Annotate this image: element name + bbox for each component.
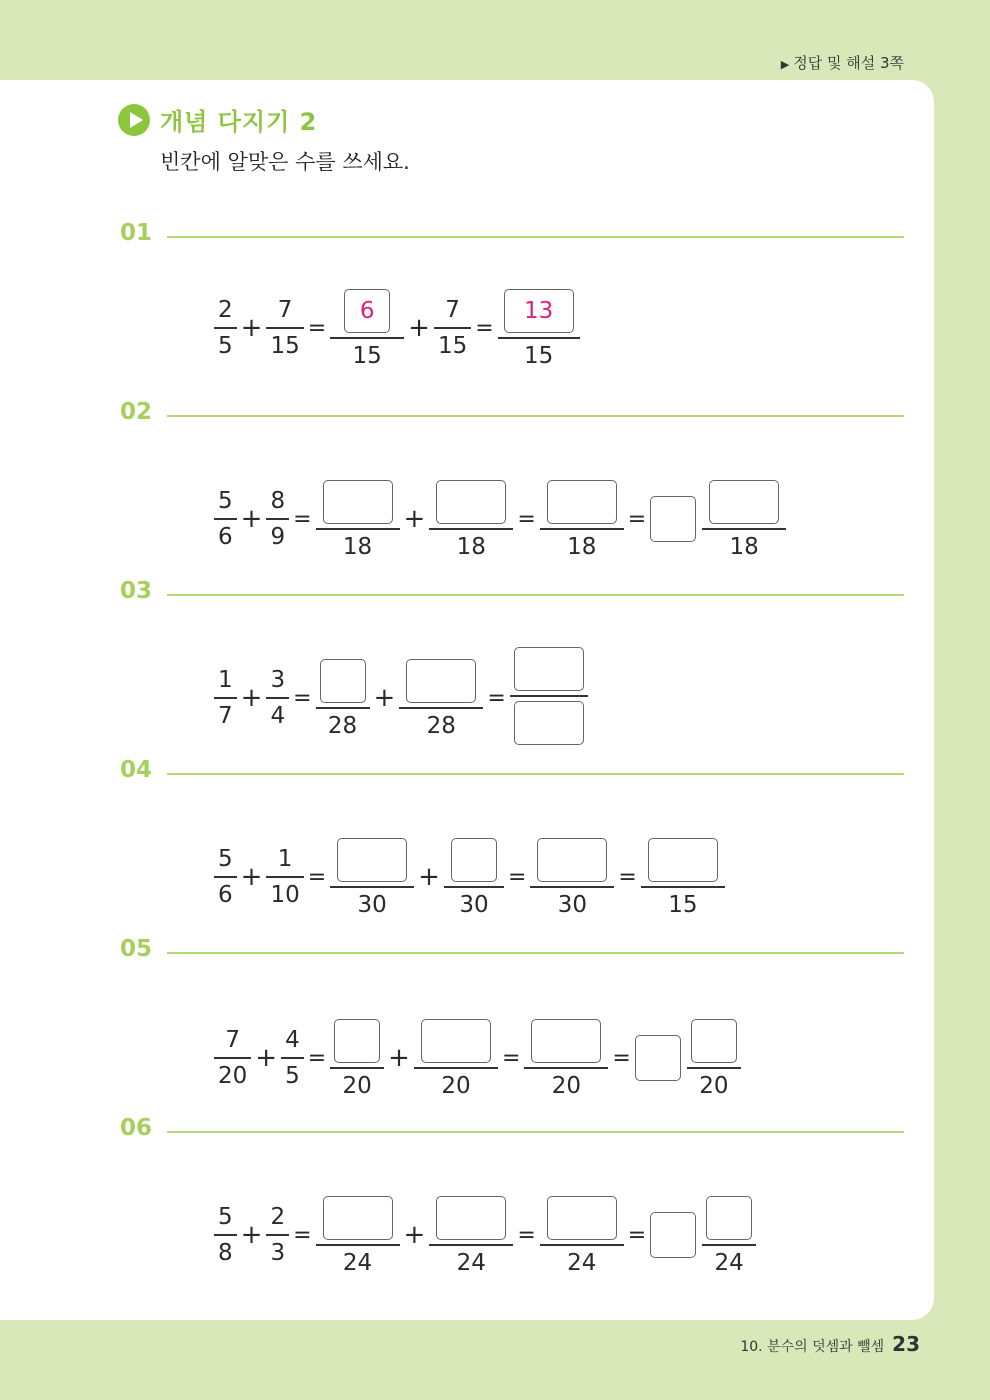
fraction: 24 [316, 1192, 400, 1278]
fraction: 18 [702, 476, 786, 562]
answer-box[interactable] [421, 1019, 491, 1063]
problem-number: 04 [120, 757, 153, 783]
answer-box[interactable]: 6 [344, 289, 390, 333]
equation-06: $\frac{5}{8}$ + $\frac{2}{3}$ = 24 + 24 = 24 = 24 [214, 1165, 756, 1305]
fraction: $\frac{7}{20}$ [214, 1025, 251, 1091]
fraction: 24 [429, 1192, 513, 1278]
chapter-title: 10. 분수의 덧셈과 뺄셈 [740, 1339, 885, 1355]
answer-box[interactable] [648, 838, 718, 882]
answer-box[interactable] [706, 1196, 752, 1240]
equation-03: $\frac{1}{7}$ + $\frac{3}{4}$ = 28 + 28 = [214, 628, 588, 768]
fraction [510, 643, 588, 753]
fraction: 20 [330, 1015, 384, 1101]
divider-line [167, 594, 904, 596]
fraction: 24 [540, 1192, 624, 1278]
answer-box[interactable] [451, 838, 497, 882]
fraction: 20 [414, 1015, 498, 1101]
page-number: 23 [892, 1332, 920, 1356]
page-title: 개념 다지기 2 [160, 108, 318, 136]
fraction: 30 [330, 834, 414, 920]
fraction: $\frac{7}{15}$ [266, 295, 303, 361]
answer-box[interactable] [537, 838, 607, 882]
answer-box[interactable] [337, 838, 407, 882]
fraction: $\frac{13}{15}$ [498, 285, 580, 371]
whole-number-box[interactable] [650, 496, 696, 542]
answer-box[interactable] [514, 701, 584, 745]
equation-01: $\frac{2}{5}$ + $\frac{7}{15}$ = $\frac{6}{15}$ + $\frac{7}{15}$ = $\frac{13}{15}$ [214, 258, 580, 398]
fraction: 30 [530, 834, 614, 920]
play-icon [118, 104, 150, 136]
equation-04: $\frac{5}{6}$ + $\frac{1}{10}$ = 30 + 30 = 30 = 15 [214, 807, 725, 947]
answer-reference: ▶ 정답 및 해설 3쪽 [780, 54, 904, 72]
fraction: 18 [429, 476, 513, 562]
fraction: 18 [316, 476, 400, 562]
problem-number: 05 [120, 936, 153, 962]
fraction: $\frac{3}{4}$ [266, 665, 289, 731]
answer-box[interactable] [531, 1019, 601, 1063]
divider-line [167, 952, 904, 954]
fraction: 18 [540, 476, 624, 562]
problem-number: 02 [120, 399, 153, 425]
fraction: 28 [316, 655, 370, 741]
problem-number: 01 [120, 220, 153, 246]
fraction: 15 [641, 834, 725, 920]
fraction: $\frac{2}{3}$ [266, 1202, 289, 1268]
instruction-text: 빈칸에 알맞은 수를 쓰세요. [160, 150, 410, 174]
answer-box[interactable] [334, 1019, 380, 1063]
answer-box[interactable] [514, 647, 584, 691]
fraction: $\frac{7}{15}$ [434, 295, 471, 361]
fraction: 28 [399, 655, 483, 741]
problem-number: 03 [120, 578, 153, 604]
divider-line [167, 1131, 904, 1133]
answer-box[interactable] [320, 659, 366, 703]
fraction: $\frac{5}{6}$ [214, 844, 237, 910]
page-footer [740, 1332, 920, 1356]
answer-box[interactable] [406, 659, 476, 703]
fraction: $\frac{8}{9}$ [266, 486, 289, 552]
whole-number-box[interactable] [635, 1035, 681, 1081]
equation-05: $\frac{7}{20}$ + $\frac{4}{5}$ = 20 + 20 = 20 = 20 [214, 988, 741, 1128]
answer-box[interactable]: 13 [504, 289, 574, 333]
answer-box[interactable] [436, 1196, 506, 1240]
section-heading [118, 102, 317, 137]
fraction: $\frac{1}{10}$ [266, 844, 303, 910]
fraction: $\frac{5}{6}$ [214, 486, 237, 552]
fraction: 20 [687, 1015, 741, 1101]
divider-line [167, 415, 904, 417]
equation-02: $\frac{5}{6}$ + $\frac{8}{9}$ = 18 + 18 = 18 = 18 [214, 449, 786, 589]
fraction: $\frac{6}{15}$ [330, 285, 404, 371]
divider-line [167, 236, 904, 238]
answer-box[interactable] [691, 1019, 737, 1063]
fraction: $\frac{4}{5}$ [281, 1025, 304, 1091]
divider-line [167, 773, 904, 775]
answer-box[interactable] [709, 480, 779, 524]
fraction: $\frac{2}{5}$ [214, 295, 237, 361]
fraction: 24 [702, 1192, 756, 1278]
fraction: 30 [444, 834, 504, 920]
whole-number-box[interactable] [650, 1212, 696, 1258]
triangle-right-icon: ▶ [780, 58, 790, 71]
fraction: $\frac{1}{7}$ [214, 665, 237, 731]
answer-box[interactable] [323, 1196, 393, 1240]
answer-box[interactable] [547, 480, 617, 524]
answer-box[interactable] [547, 1196, 617, 1240]
fraction: 20 [524, 1015, 608, 1101]
fraction: $\frac{5}{8}$ [214, 1202, 237, 1268]
answer-box[interactable] [436, 480, 506, 524]
answer-box[interactable] [323, 480, 393, 524]
problem-number: 06 [120, 1115, 153, 1141]
